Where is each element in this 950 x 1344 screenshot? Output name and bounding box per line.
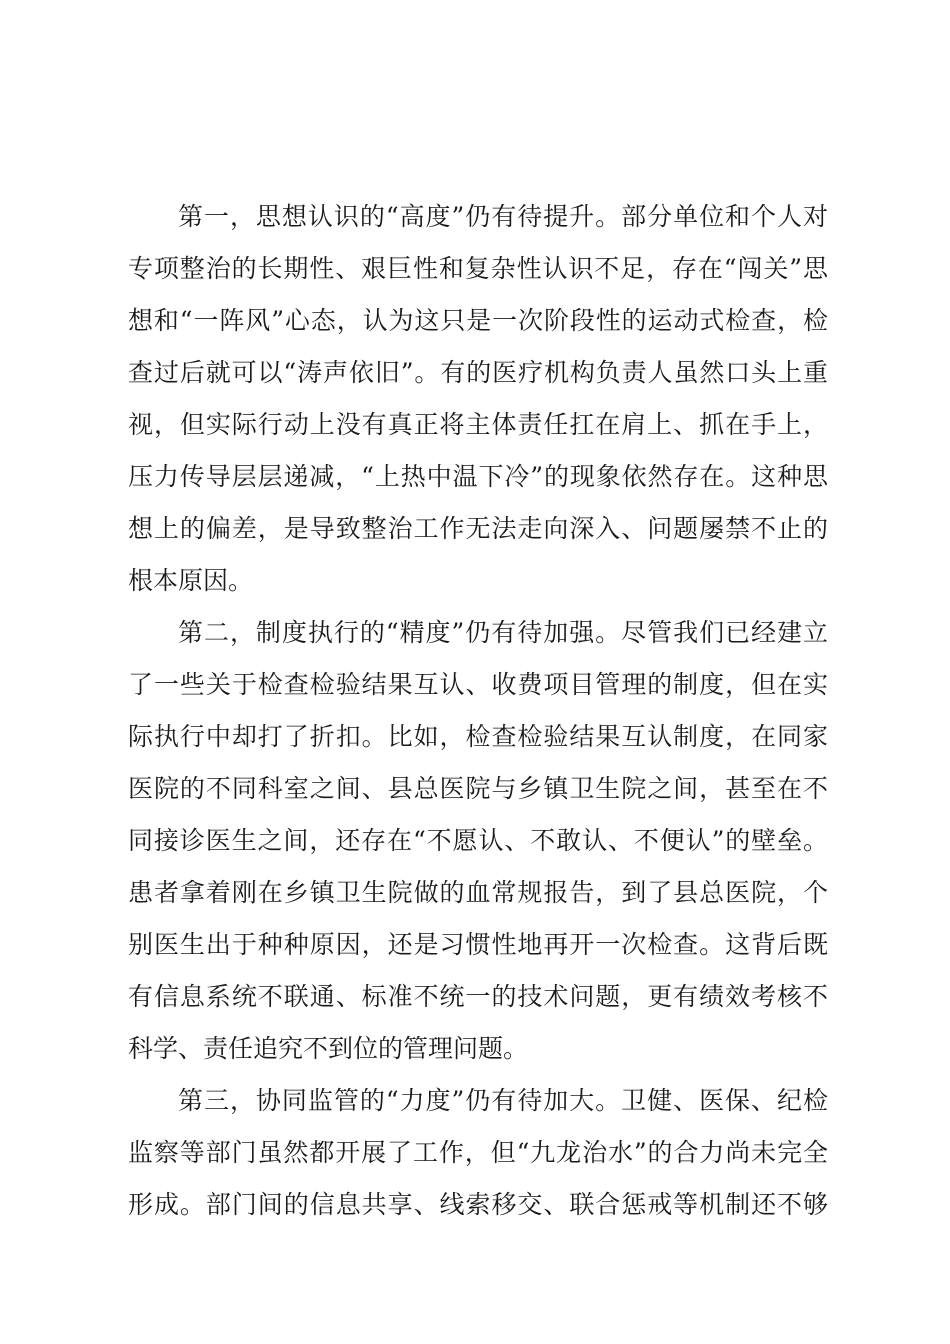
paragraph-line: 科学、责任追究不到位的管理问题。 [128, 1034, 529, 1063]
paragraph-line: 了一些关于检查检验结果互认、收费项目管理的制度，但在实 [128, 670, 828, 699]
paragraph-line: 同接诊医生之间，还存在“不愿认、不敢认、不便认”的壁垒。 [128, 826, 828, 855]
document-body [128, 191, 828, 1231]
paragraph-line: 根本原因。 [128, 566, 254, 595]
paragraph-thinking-awareness [128, 191, 828, 607]
paragraph-line: 想上的偏差，是导致整治工作无法走向深入、问题屡禁不止的 [128, 514, 828, 543]
paragraph-line: 患者拿着刚在乡镇卫生院做的血常规报告，到了县总医院，个 [128, 878, 828, 907]
paragraph-line: 查过后就可以“涛声依旧”。有的医疗机构负责人虽然口头上重 [128, 358, 828, 387]
paragraph-line: 形成。部门间的信息共享、线索移交、联合惩戒等机制还不够 [128, 1190, 828, 1219]
paragraph-line: 际执行中却打了折扣。比如，检查检验结果互认制度，在同家 [128, 722, 828, 751]
paragraph-system-execution [128, 607, 828, 1075]
paragraph-line: 视，但实际行动上没有真正将主体责任扛在肩上、抓在手上， [128, 410, 828, 439]
paragraph-line: 第一，思想认识的“高度”仍有待提升。部分单位和个人对 [178, 202, 828, 231]
paragraph-line: 压力传导层层递减，“上热中温下冷”的现象依然存在。这种思 [128, 462, 828, 491]
paragraph-line: 有信息系统不联通、标准不统一的技术问题，更有绩效考核不 [128, 982, 828, 1011]
paragraph-coordinated-supervision [128, 1075, 828, 1231]
paragraph-line: 想和“一阵风”心态，认为这只是一次阶段性的运动式检查，检 [128, 306, 828, 335]
paragraph-line: 医院的不同科室之间、县总医院与乡镇卫生院之间，甚至在不 [128, 774, 828, 803]
paragraph-line: 第二，制度执行的“精度”仍有待加强。尽管我们已经建立 [178, 618, 828, 647]
paragraph-line: 别医生出于种种原因，还是习惯性地再开一次检查。这背后既 [128, 930, 828, 959]
paragraph-line: 第三，协同监管的“力度”仍有待加大。卫健、医保、纪检 [178, 1086, 828, 1115]
paragraph-line: 监察等部门虽然都开展了工作，但“九龙治水”的合力尚未完全 [128, 1138, 828, 1167]
paragraph-line: 专项整治的长期性、艰巨性和复杂性认识不足，存在“闯关”思 [128, 254, 828, 283]
